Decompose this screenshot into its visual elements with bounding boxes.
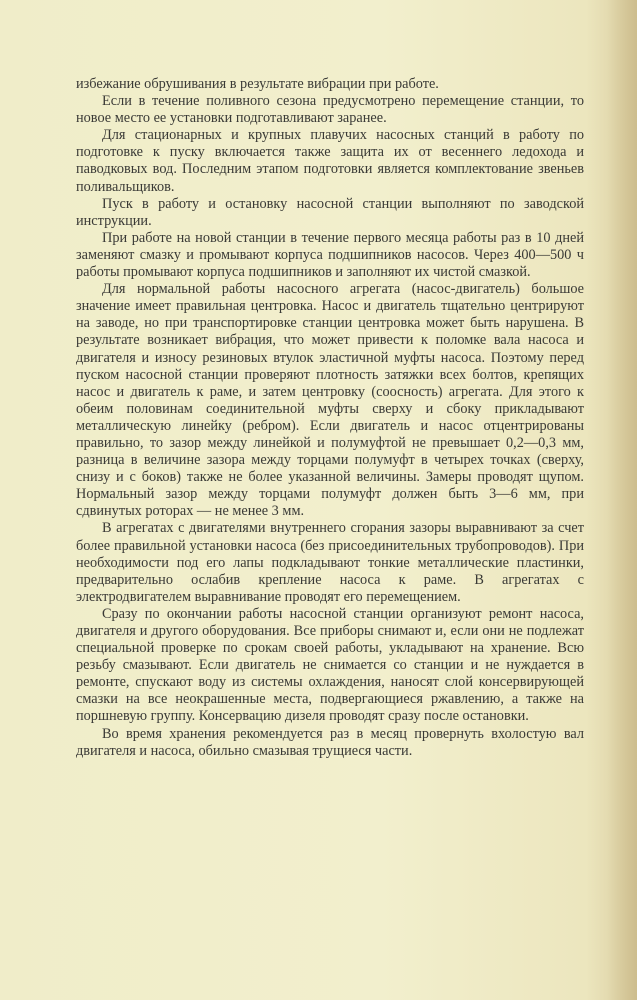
- paragraph-start-stop: Пуск в работу и остановку насосной станции выполняют по заводской инструкции.: [76, 195, 584, 229]
- paragraph-relocation: Если в течение поливного сезона предусмотрено перемещение станции, то новое место ее установки подготавливают заранее.: [76, 93, 584, 127]
- body-text: [76, 76, 584, 760]
- paragraph-stationary-stations: Для стационарных и крупных плавучих насосных станций в работу по подготовке к пуску включается также защита их от весеннего ледохода и паводковых вод. Последним этапом подготовки является комплектование звеньев поливальщиков.: [76, 127, 584, 195]
- paragraph-end-of-season: Сразу по окончании работы насосной станции организуют ремонт насоса, двигателя и другого оборудования. Все приборы снимают и, если они не подлежат специальной проверке по срокам своей работы, укладывают на хранение. Всю резьбу смазывают. Если двигатель не снимается со станции и не нуждается в ремонте, спускают воду из системы охлаждения, наносят слой консервирующей смазки на все неокрашенные места, подвергающиеся ржавлению, а также на поршневую группу. Консервацию дизеля проводят сразу после остановки.: [76, 605, 584, 725]
- paragraph-alignment: Для нормальной работы насосного агрегата (насос-двигатель) большое значение имеет правильная центровка. Насос и двигатель тщательно центрируют на заводе, но при транспортировке станции центровка может быть нарушена. В результате возникает вибрация, что может привести к поломке вала насоса и двигателя и износу резиновых втулок эластичной муфты насоса. Поэтому перед пуском насосной станции проверяют плотность затяжки всех болтов, крепящих насос и двигатель к раме, и затем центровку (соосность) агрегата. Для этого к обеим половинам соединительной муфты сверху и сбоку прикладывают металлическую линейку (ребром). Если двигатель и насос отцентрированы правильно, то зазор между линейкой и полумуфтой не превышает 0,2—0,3 мм, разница в величине зазора между торцами полумуфт в четырех точках (сверху, снизу и с боков) также не более указанной величины. Замеры проводят щупом. Нормальный зазор между торцами полумуфт должен быть 3—6 мм, при сдвинутых роторах — не менее 3 мм.: [76, 281, 584, 520]
- page-edge-shadow: [607, 0, 637, 1000]
- paragraph-combustion-engines: В агрегатах с двигателями внутреннего сгорания зазоры выравнивают за счет более правильной установки насоса (без присоединительных трубопроводов). При необходимости под его лапы подкладывают тонкие металлические пластинки, предварительно ослабив крепление насоса к раме. В агрегатах с электродвигателем выравнивание проводят его перемещением.: [76, 520, 584, 605]
- paragraph-new-station: При работе на новой станции в течение первого месяца работы раз в 10 дней заменяют смазку и промывают корпуса подшипников насосов. Через 400—500 ч работы промывают корпуса подшипников и заполняют их чистой смазкой.: [76, 229, 584, 281]
- paragraph-storage: Во время хранения рекомендуется раз в месяц провернуть вхолостую вал двигателя и насоса, обильно смазывая трущиеся части.: [76, 725, 584, 759]
- paragraph-continuation: избежание обрушивания в результате вибрации при работе.: [76, 76, 439, 92]
